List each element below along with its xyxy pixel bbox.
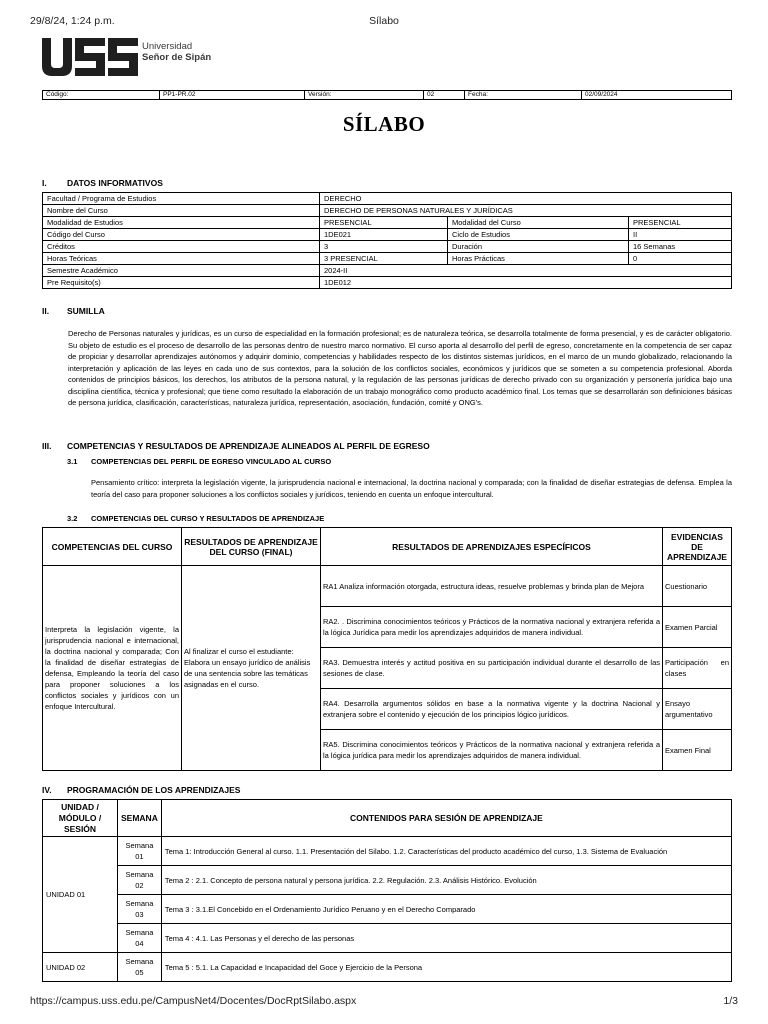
week-content: Tema 3 : 3.1.El Concebido en el Ordenamiento Jurídico Peruano y en el Derecho Comparado: [161, 895, 731, 924]
info-label: Modalidad del Curso: [448, 217, 629, 229]
ra-text: RA3. Demuestra interés y actitud positiva en su participación individual durante el desarrollo de las sesiones de clase.: [321, 648, 663, 689]
section-1-heading: [42, 178, 163, 188]
week-content: Tema 5 : 5.1. La Capacidad e Incapacidad del Goce y Ejercicio de la Persona: [161, 953, 731, 982]
subsection-3-1-title: COMPETENCIAS DEL PERFIL DE EGRESO VINCULADO AL CURSO: [91, 457, 332, 466]
perfil-egreso-text: Pensamiento crítico: interpreta la legislación vigente, la jurisprudencia nacional e internacional, la doctrina nacional y comparada; con la finalidad de diseñar estrategias de defensa. Emplea la teoría del caso para proponer soluciones a los conflictos sociales y jurídicos, teniendo en cuenta un enfoque intercultural.: [91, 478, 732, 499]
header-resultados-especificos: RESULTADOS DE APRENDIZAJES ESPECÍFICOS: [321, 528, 663, 566]
resultado-final-cell: [182, 566, 321, 771]
fecha-value: 02/09/2024: [582, 91, 732, 100]
resultado-final-intro: Al finalizar el curso el estudiante:: [184, 647, 294, 656]
info-label: Modalidad de Estudios: [43, 217, 320, 229]
document-meta-table: [42, 90, 732, 100]
info-label: Pre Requisito(s): [43, 277, 320, 289]
programacion-table: [42, 799, 732, 982]
section-3-heading: [42, 441, 430, 451]
info-value: 3: [320, 241, 448, 253]
fecha-label: Fecha:: [465, 91, 582, 100]
subsection-3-1-number: 3.1: [67, 457, 78, 466]
week-cell: Semana 03: [118, 895, 162, 924]
sumilla-text: Derecho de Personas naturales y jurídicas, es un curso de especialidad en la formación profesional; es de naturaleza teórica, se desarrolla totalmente de forma presencial, y es de carácter obligatorio. Su objeto de estudio es el proceso de desarrollo de las personas dentro de nuestro marco normativo. El curso aporta al desarrollo del perfil de egreso, concretamente en la competencia de ser capaz de propiciar y desarrollar aprendizajes autónomos y adquirir dominio, competencias y habilidades respecto de los distintos sistemas jurídicos, en el marco de un mundo globalizado, relacionando la interpretación y aplicación de las leyes en cada uno de sus contextos, para la solución de los conflictos sociales, económicos y jurídicos que se someten a su competencia profesional. Aborda contenidos de principios básicos, los derechos, los atributos de la persona natural, y la regulación de las personas jurídicas de derecho privado con su organización y personería jurídica bajo una disciplina científica, técnica y profesional; que tiene como resultado la elaboración de un trabajo monográfico como producto académico final. Los temas que se desarrollarán son definiciones básicas de persona jurídica, clasificación, características, naturaleza jurídica, representación, asociación, fundación, comité y ONG's.: [68, 329, 732, 407]
info-value: PRESENCIAL: [629, 217, 732, 229]
header-competencias: COMPETENCIAS DEL CURSO: [43, 528, 182, 566]
resultado-final-body: Elabora un ensayo jurídico de análisis de una sentencia sobre las temáticas asignadas en el curso.: [184, 658, 311, 689]
print-datetime: 29/8/24, 1:24 p.m.: [30, 15, 115, 27]
section-1-number: I.: [42, 178, 47, 188]
info-label: Créditos: [43, 241, 320, 253]
ra-text: RA4. Desarrolla argumentos sólidos en base a la normativa vigente y la doctrina Nacional y extranjera sobre el contenido y ejecución de los principios lógico jurídicos.: [321, 689, 663, 730]
ra-evidence: Examen Parcial: [663, 607, 732, 648]
version-value: 02: [424, 91, 465, 100]
info-label: Nombre del Curso: [43, 205, 320, 217]
logo-wordmark: [142, 41, 211, 63]
print-url: https://campus.uss.edu.pe/CampusNet4/Docentes/DocRptSilabo.aspx: [30, 995, 357, 1007]
logo-line2: Señor de Sipán: [142, 52, 212, 63]
info-label: Semestre Académico: [43, 265, 320, 277]
competencias-table: [42, 527, 732, 771]
subsection-3-1-heading: [67, 457, 331, 466]
subsection-3-2-title: COMPETENCIAS DEL CURSO Y RESULTADOS DE APRENDIZAJE: [91, 514, 325, 523]
info-value: DERECHO DE PERSONAS NATURALES Y JURÍDICAS: [320, 205, 732, 217]
uss-logo-mark: [42, 38, 138, 76]
info-label: Facultad / Programa de Estudios: [43, 193, 320, 205]
logo-line1: Universidad: [142, 41, 193, 52]
info-value: PRESENCIAL: [320, 217, 448, 229]
codigo-label: Código:: [43, 91, 160, 100]
ra-evidence: Ensayo argumentativo: [663, 689, 732, 730]
section-3-number: III.: [42, 441, 52, 451]
subsection-3-2-heading: [67, 514, 324, 523]
ra-text: RA2. . Discrimina conocimientos teóricos y Prácticos de la normativa nacional y extranjera referida a la lógica Jurídica para medir los aprendizajes adquiridos de manera individual.: [321, 607, 663, 648]
section-4-title: PROGRAMACIÓN DE LOS APRENDIZAJES: [67, 785, 241, 795]
print-page-title: Sílabo: [369, 15, 399, 27]
version-label: Versión:: [305, 91, 424, 100]
ra-text: RA5. Discrimina conocimientos teóricos y Prácticos de la normativa nacional y extranjera referida a la lógica jurídica para medir los aprendizajes adquiridos de manera individual.: [321, 730, 663, 771]
section-1-title: DATOS INFORMATIVOS: [67, 178, 163, 188]
ra-text: RA1 Analiza información otorgada, estructura ideas, resuelve problemas y brinda plan de Mejora: [321, 566, 663, 607]
document-title: SÍLABO: [342, 112, 426, 136]
print-page-number: 1/3: [723, 995, 738, 1007]
info-value: II: [629, 229, 732, 241]
info-value: 0: [629, 253, 732, 265]
info-label: Horas Teóricas: [43, 253, 320, 265]
info-value: 3 PRESENCIAL: [320, 253, 448, 265]
info-value: DERECHO: [320, 193, 732, 205]
week-content: Tema 1: Introducción General al curso. 1.1. Presentación del Silabo. 1.2. Características del producto académico del curso, 1.3. Sistema de Evaluación: [161, 837, 731, 866]
header-unidad: UNIDAD / MÓDULO / SESIÓN: [43, 800, 118, 837]
week-cell: Semana 01: [118, 837, 162, 866]
ra-evidence: Examen Final: [663, 730, 732, 771]
section-4-number: IV.: [42, 785, 52, 795]
info-label: Código del Curso: [43, 229, 320, 241]
section-2-title: SUMILLA: [67, 306, 105, 316]
week-cell: Semana 05: [118, 953, 162, 982]
week-content: Tema 2 : 2.1. Concepto de persona natural y persona jurídica. 2.2. Regulación. 2.3. Análisis Histórico. Evolución: [161, 866, 731, 895]
info-value: 2024-II: [320, 265, 732, 277]
info-label: Ciclo de Estudios: [448, 229, 629, 241]
header-evidencias: EVIDENCIAS DE APRENDIZAJE: [663, 528, 732, 566]
week-content: Tema 4 : 4.1. Las Personas y el derecho de las personas: [161, 924, 731, 953]
info-label: Horas Prácticas: [448, 253, 629, 265]
unidad-cell: UNIDAD 02: [43, 953, 118, 982]
subsection-3-2-number: 3.2: [67, 514, 78, 523]
header-semana: SEMANA: [118, 800, 162, 837]
header-contenidos: CONTENIDOS PARA SESIÓN DE APRENDIZAJE: [161, 800, 731, 837]
ra-evidence: Cuestionario: [663, 566, 732, 607]
codigo-value: PP1-PR.02: [160, 91, 305, 100]
uss-logo: [42, 38, 138, 81]
section-2-number: II.: [42, 306, 50, 316]
section-2-heading: [42, 306, 105, 316]
week-cell: Semana 02: [118, 866, 162, 895]
info-value: 1DE012: [320, 277, 732, 289]
header-resultados-final: RESULTADOS DE APRENDIZAJE DEL CURSO (FINAL): [182, 528, 321, 566]
ra-evidence: Participación en clases: [663, 648, 732, 689]
competencia-cell: Interpreta la legislación vigente, la jurisprudencia nacional e internacional, la doctrina nacional y comparada; Con la finalidad de diseñar estrategias de defensa, Empleando la teoría del caso para proponer soluciones a los conflictos sociales y jurídicos con un enfoque Intercultural.: [43, 566, 182, 771]
section-4-heading: [42, 785, 240, 795]
info-label: Duración: [448, 241, 629, 253]
datos-informativos-table: [42, 192, 732, 289]
info-value: 16 Semanas: [629, 241, 732, 253]
week-cell: Semana 04: [118, 924, 162, 953]
unidad-cell: UNIDAD 01: [43, 837, 118, 953]
section-3-title: COMPETENCIAS Y RESULTADOS DE APRENDIZAJE ALINEADOS AL PERFIL DE EGRESO: [67, 441, 430, 451]
info-value: 1DE021: [320, 229, 448, 241]
